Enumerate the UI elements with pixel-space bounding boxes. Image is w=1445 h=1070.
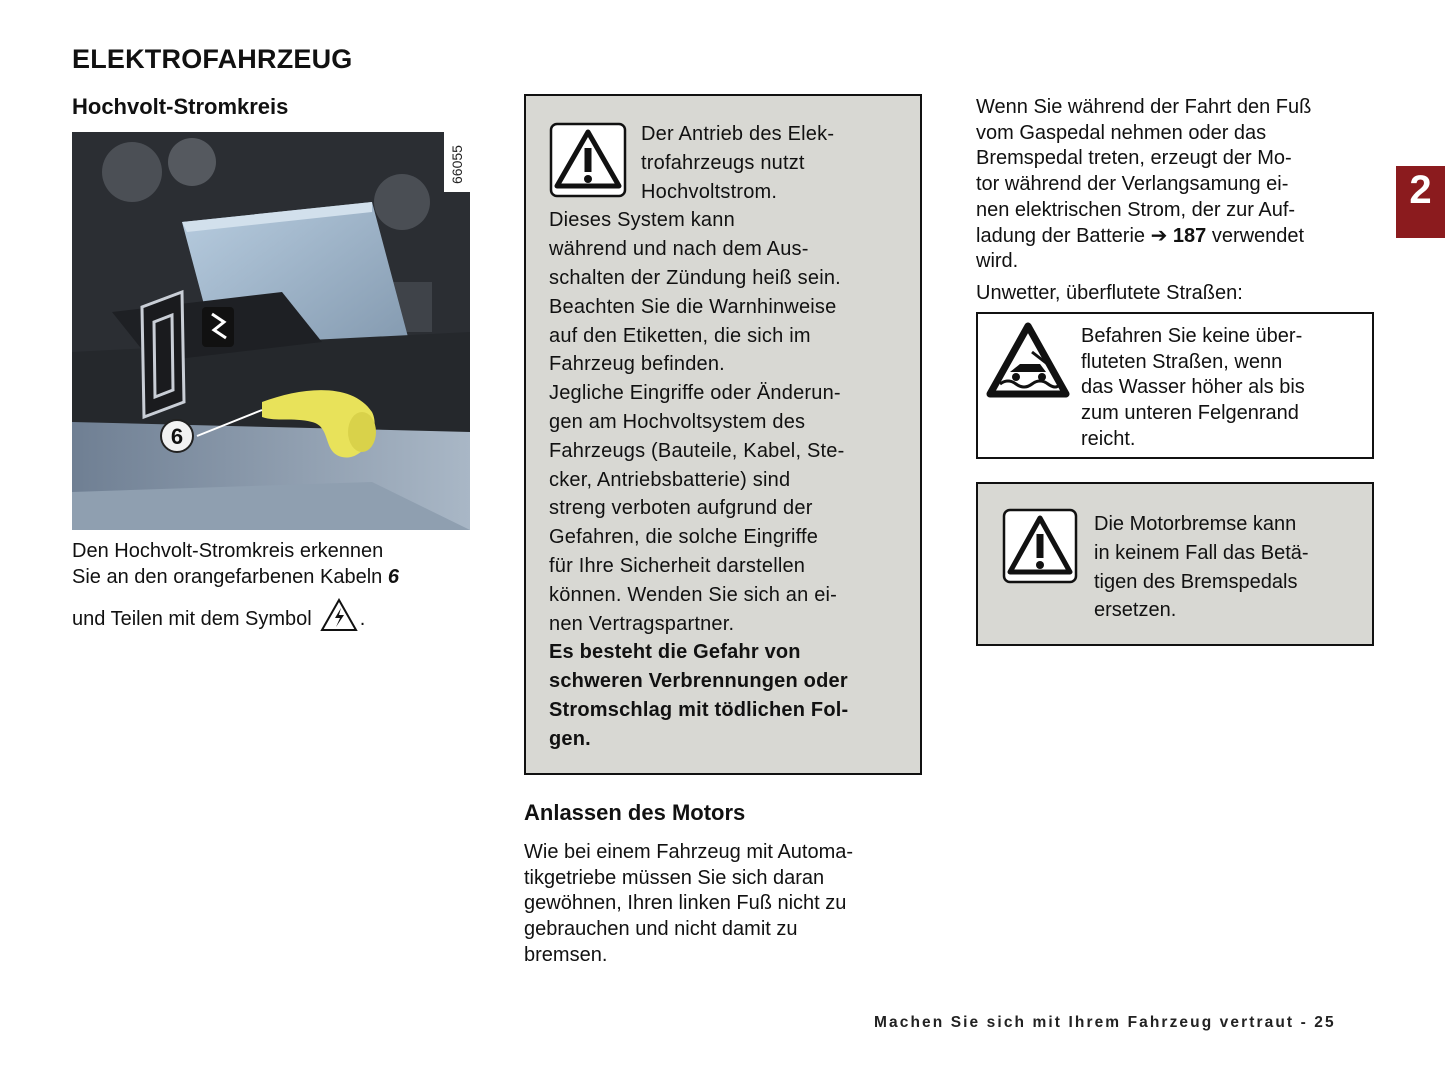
chapter-tab[interactable]: 2	[1396, 166, 1445, 238]
text-line: tikgetriebe müssen Sie sich daran	[524, 866, 825, 889]
engine-bay-illustration	[72, 132, 470, 530]
text-line: vom Gaspedal nehmen oder das	[976, 121, 1267, 144]
warning-text	[549, 120, 899, 754]
text-line: in keinem Fall das Betä-	[1094, 541, 1309, 564]
engine-start-heading: Anlassen des Motors	[524, 800, 746, 825]
warning-line: Dieses System kann	[549, 209, 735, 232]
warning-line: während und nach dem Aus-	[549, 238, 809, 261]
page-title: ELEKTROFAHRZEUG	[72, 44, 353, 74]
arrow-right-icon: ➔	[1150, 224, 1168, 247]
text-line: Wie bei einem Fahrzeug mit Automa-	[524, 841, 854, 863]
warning-line: Der Antrieb des Elek-	[641, 123, 835, 145]
caption-symbol-line	[72, 598, 482, 632]
high-voltage-warning-icon	[320, 598, 358, 632]
warning-bold-line: Stromschlag mit tödlichen Fol-	[549, 698, 849, 721]
text-line: tigen des Bremspedals	[1094, 570, 1298, 593]
engine-bay-image	[72, 132, 470, 530]
caption-callout-ref: 6	[387, 566, 399, 588]
page-footer: Machen Sie sich mit Ihrem Fahrzeug vertraut - 25	[874, 1014, 1336, 1031]
caption-text: Sie an den orangefarbenen Kabeln	[72, 566, 388, 588]
image-reference: 66055	[449, 145, 465, 184]
warning-bold-line: schweren Verbrennungen oder	[549, 670, 848, 693]
warning-bold-line: Es besteht die Gefahr von	[549, 641, 801, 664]
text-line: reicht.	[1081, 427, 1136, 450]
warning-line: schalten der Zündung heiß sein.	[549, 266, 841, 289]
warning-line: für Ihre Sicherheit darstellen	[549, 554, 806, 577]
flood-warning-text	[1081, 324, 1366, 453]
caption-line: Den Hochvolt-Stromkreis erkennen	[72, 540, 384, 562]
text-line: das Wasser höher als bis	[1081, 376, 1305, 399]
text-line: wird.	[976, 250, 1019, 273]
warning-line: Beachten Sie die Warnhinweise	[549, 295, 837, 318]
engine-start-text	[524, 840, 924, 969]
warning-line: können. Wenden Sie sich an ei-	[549, 583, 838, 606]
warning-line: auf den Etiketten, die sich im	[549, 324, 811, 347]
text-line: Die Motorbremse kann	[1094, 513, 1297, 535]
warning-bold-line: gen.	[549, 727, 591, 750]
text-segment: verwendet	[1206, 224, 1305, 247]
warning-line: Fahrzeugs (Bauteile, Kabel, Ste-	[549, 439, 845, 462]
callout-6-label: 6	[170, 424, 184, 449]
text-segment: ladung der Batterie	[976, 224, 1151, 247]
warning-line: streng verboten aufgrund der	[549, 497, 813, 520]
text-line: Wenn Sie während der Fahrt den Fuß	[976, 96, 1312, 118]
text-line: nen elektrischen Strom, der zur Auf-	[976, 198, 1296, 221]
page-reference-link[interactable]: 187	[1172, 224, 1207, 247]
text-line: bremsen.	[524, 943, 608, 966]
warning-line: trofahrzeugs nutzt	[641, 151, 805, 174]
text-line: gewöhnen, Ihren linken Fuß nicht zu	[524, 892, 847, 915]
warning-line: Gefahren, die solche Eingriffe	[549, 526, 819, 549]
text-line: Bremspedal treten, erzeugt der Mo-	[976, 147, 1292, 170]
flooded-road-warning-icon	[986, 322, 1070, 400]
text-line: fluteten Straßen, wenn	[1081, 350, 1283, 373]
text-line: Befahren Sie keine über-	[1081, 325, 1303, 347]
text-line: zum unteren Felgenrand	[1081, 402, 1299, 425]
warning-line: cker, Antriebsbatterie) sind	[549, 468, 791, 491]
text-line: tor während der Verlangsamung ei-	[976, 173, 1289, 196]
warning-line: Hochvoltstrom.	[641, 180, 778, 203]
image-caption	[72, 538, 482, 590]
caption-text: und Teilen mit dem Symbol	[72, 608, 312, 630]
engine-brake-warning-text	[1094, 510, 1364, 625]
text-line: gebrauchen und nicht damit zu	[524, 918, 798, 941]
text-line	[976, 224, 1376, 250]
warning-triangle-icon	[1002, 508, 1078, 584]
text-line: ersetzen.	[1094, 599, 1177, 622]
section-title: Hochvolt-Stromkreis	[72, 94, 289, 119]
flood-subheading: Unwetter, überflutete Straßen:	[976, 282, 1243, 304]
warning-line: gen am Hochvoltsystem des	[549, 410, 806, 433]
regen-braking-text	[976, 95, 1376, 275]
engine-brake-warning-box	[976, 482, 1374, 646]
caption-line	[72, 564, 482, 590]
high-voltage-warning-box	[524, 94, 922, 775]
flood-warning-box	[976, 312, 1374, 459]
warning-line: Jegliche Eingriffe oder Änderun-	[549, 382, 841, 405]
warning-line: Fahrzeug befinden.	[549, 353, 725, 376]
warning-line: nen Vertragspartner.	[549, 612, 735, 635]
warning-triangle-icon	[549, 122, 627, 198]
caption-end: .	[359, 608, 366, 630]
